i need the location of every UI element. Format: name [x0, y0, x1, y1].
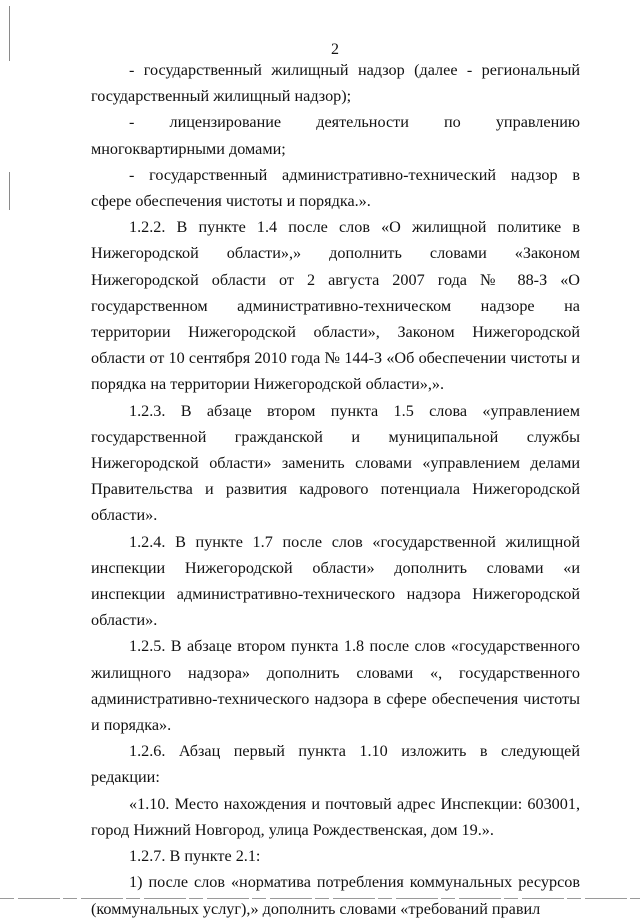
paragraph-admin-tech-supervision: - государственный административно-технический надзор в сфере обеспечения чистоты и порядка.».	[91, 165, 580, 211]
paragraph-regional-housing-supervision: - государственный жилищный надзор (далее - региональный государственный жилищный надзор);	[91, 61, 580, 106]
paragraph-1-2-2: 1.2.2. В пункте 1.4 после слов «О жилищной политике в Нижегородской области»,» дополнить словами «Законом Нижегородской области от 2 августа 2007 года № 88-З «О государственном административно-техническом надзоре на территории Нижегородской области», Законом Нижегородской области от 10 сентября 2010 года № 144-З «Об обеспечении чистоты и порядка на территории Нижегородской области»,».	[91, 218, 580, 394]
document-body	[91, 57, 580, 922]
paragraph-licensing: - лицензирование деятельности по управлению многоквартирными домами;	[91, 113, 580, 158]
paragraph-1-2-6: 1.2.6. Абзац первый пункта 1.10 изложить в следующей редакции:	[91, 742, 580, 787]
scan-bottom-edge	[0, 898, 640, 899]
paragraph-1-2-3: 1.2.3. В абзаце втором пункта 1.5 слова «управлением государственной гражданской и муниципальной службы Нижегородской области» заменить словами «управлением делами Правительства и развития кадрового потенциала Нижегородской области».	[91, 401, 580, 525]
paragraph-1-2-4: 1.2.4. В пункте 1.7 после слов «государственной жилищной инспекции Нижегородской области» дополнить словами «и инспекции административно-технического надзора Нижегородской области».	[91, 532, 580, 630]
paragraph-quoted-1-10: «1.10. Место нахождения и почтовый адрес Инспекции: 603001, город Нижний Новгород, улица Рождественская, дом 19.».	[91, 794, 580, 839]
page-number: 2	[331, 41, 339, 58]
scan-edge-mark	[9, 172, 10, 210]
paragraph-1-2-7: 1.2.7. В пункте 2.1:	[129, 847, 261, 866]
paragraph-1-2-5: 1.2.5. В абзаце втором пункта 1.8 после слов «государственного жилищного надзора» дополнить словами «, государственного административно-технического надзора в сфере обеспечения чистоты и порядка».	[91, 637, 580, 735]
paragraph-item-1: 1) после слов «норматива потребления коммунальных ресурсов (коммунальных услуг),» дополнить словами «требований правил	[91, 873, 580, 918]
